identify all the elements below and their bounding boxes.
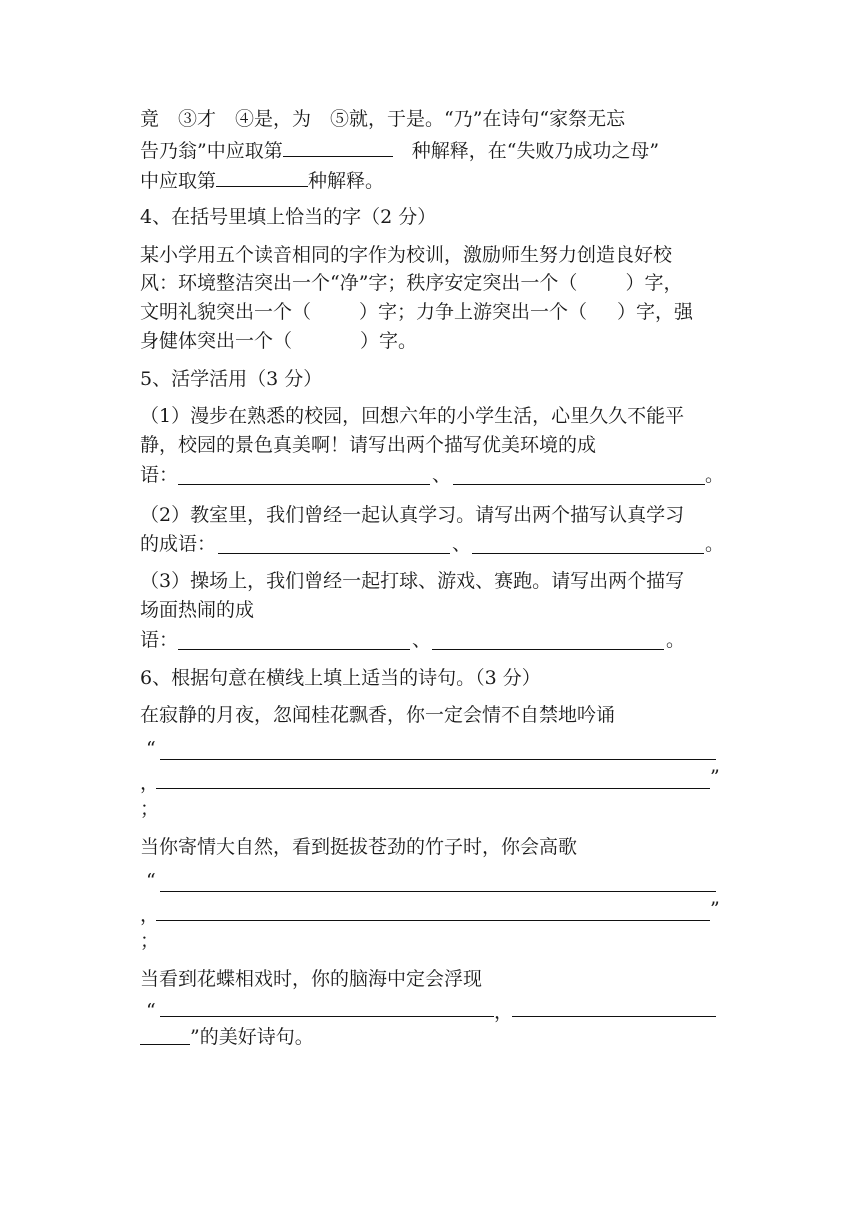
q5-p1-line-1: （1）漫步在熟悉的校园，回想六年的小学生活，心里久久不能平	[140, 405, 685, 427]
q5-p1-separator: 、	[432, 464, 452, 486]
q5-p2-separator: 、	[452, 533, 472, 555]
q6-p1-answer-line-2[interactable]	[156, 788, 710, 789]
q4-text-line-3	[140, 299, 720, 325]
q5-p1-answer-blank-2[interactable]	[453, 484, 705, 485]
q4-text-3b: ）字；力争上游突出一个（	[359, 301, 588, 323]
q5-p3-line-1: （3）操场上，我们曾经一起打球、游戏、赛跑。请写出两个描写	[140, 570, 685, 592]
q5-p2-prefix: 的成语：	[140, 533, 217, 555]
q3-question-line-2	[140, 166, 720, 194]
q6-p1-comma: ，	[140, 772, 160, 794]
q5-p3-line-2: 场面热闹的成	[140, 599, 255, 621]
q6-p2-close-quote: ”	[710, 898, 720, 920]
q6-p3-answer-line-3[interactable]	[140, 1044, 190, 1045]
q6-prompt-3: 当看到花蝶相戏时，你的脑海中定会浮现	[140, 968, 483, 990]
q3-prompt-text-3: 中应取第	[140, 170, 217, 192]
q4-text-4a: 身健体突出一个（	[140, 330, 293, 352]
q5-p3-end: 。	[666, 629, 686, 651]
q5-heading: 5、活学活用（3 分）	[140, 368, 323, 390]
q3-prompt-text-4: 种解释。	[308, 170, 385, 192]
q5-p3-answer-blank-2[interactable]	[432, 649, 664, 650]
q5-p3-prefix: 语：	[140, 629, 179, 651]
q6-p1-open-quote: “	[146, 738, 156, 760]
q5-p1-prefix: 语：	[140, 464, 179, 486]
q6-p3-tail: ”的美好诗句。	[190, 1026, 314, 1048]
q6-p1-answer-line-1[interactable]	[160, 759, 716, 760]
q5-p1-end: 。	[705, 464, 725, 486]
q6-p1-close-quote: ”	[710, 766, 720, 788]
q5-p1-answer-blank-1[interactable]	[178, 484, 430, 485]
q6-p2-answer-line-1[interactable]	[160, 891, 716, 892]
q6-heading: 6、根据句意在横线上填上适当的诗句。（3 分）	[140, 667, 541, 689]
q3-options-line: 竟 ③才 ④是，为 ⑤就，于是。“乃”在诗句“家祭无忘	[140, 108, 626, 130]
q3-blank-1[interactable]	[283, 136, 393, 157]
q5-p2-answer-blank-1[interactable]	[218, 553, 450, 554]
q4-text-line-1: 某小学用五个读音相同的字作为校训，激励师生努力创造良好校	[140, 244, 673, 266]
q6-p3-answer-line-1[interactable]	[160, 1016, 494, 1017]
q4-text-2a: 风：环境整洁突出一个“净”字；秩序安定突出一个（	[140, 272, 578, 294]
q3-blank-2[interactable]	[216, 166, 308, 187]
q4-text-4b: ）字。	[360, 330, 418, 352]
q6-p2-comma: ，	[140, 904, 160, 926]
q4-text-2b: ）字，	[625, 272, 683, 294]
q6-p3-answer-line-2[interactable]	[512, 1016, 716, 1017]
q4-heading: 4、在括号里填上恰当的字（2 分）	[140, 206, 437, 228]
q5-p2-end: 。	[705, 533, 725, 555]
q5-p1-line-2: 静，校园的景色真美啊！请写出两个描写优美环境的成	[140, 434, 597, 456]
q5-p2-line-1: （2）教室里，我们曾经一起认真学习。请写出两个描写认真学习	[140, 504, 685, 526]
q6-prompt-1: 在寂静的月夜，忽闻桂花飘香，你一定会情不自禁地吟诵	[140, 704, 616, 726]
q5-p3-answer-blank-1[interactable]	[178, 649, 410, 650]
q4-text-line-4	[140, 328, 720, 354]
q3-question-line	[140, 136, 720, 164]
q6-p2-open-quote: “	[146, 870, 156, 892]
q4-text-line-2	[140, 270, 720, 296]
q6-prompt-2: 当你寄情大自然，看到挺拔苍劲的竹子时，你会高歌	[140, 836, 578, 858]
q6-p3-comma: ，	[494, 1001, 514, 1023]
q4-text-3a: 文明礼貌突出一个（	[140, 301, 312, 323]
q3-prompt-text: 告乃翁”中应取第	[140, 140, 283, 162]
q5-p3-separator: 、	[412, 629, 432, 651]
q6-p2-semicolon: ；	[140, 930, 160, 952]
q6-p2-answer-line-2[interactable]	[156, 920, 710, 921]
q4-text-3c: ）字，强	[617, 301, 694, 323]
q5-p2-answer-blank-2[interactable]	[472, 553, 704, 554]
q6-p3-open-quote: “	[146, 1000, 156, 1022]
q3-prompt-text-2: 种解释，在“失败乃成功之母”	[392, 140, 660, 162]
q6-p1-semicolon: ；	[140, 798, 160, 820]
